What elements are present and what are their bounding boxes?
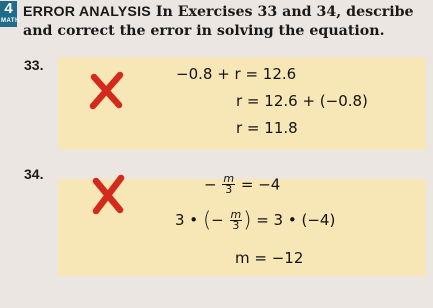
ex34-step1-denominator: 3 (222, 184, 235, 195)
ex34-step2-rhs: = 3 • (−4) (256, 211, 336, 229)
ex34-step-2: 3 • (− $\frac{m}{3}$ ) = 3 • (−4) (175, 207, 336, 232)
x-mark-icon (88, 173, 128, 215)
ex34-step1-fraction (222, 174, 235, 195)
ex33-step-3: r = 11.8 (236, 119, 298, 137)
badge-number: 4 (4, 0, 13, 17)
ex34-step2-prefix: 3 • (175, 211, 199, 229)
ex33-step-2: r = 12.6 + (−0.8) (236, 92, 368, 110)
exercise-heading (23, 3, 428, 41)
instruction-text: In Exercises 33 and 34, describe and correct the error in solving the equation. (23, 4, 414, 39)
ex34-step1-sign: − (204, 175, 217, 194)
ex34-step2-sign: − (211, 211, 224, 229)
exercise-33-number: 33. (24, 57, 44, 73)
standard-badge (0, 0, 20, 27)
ex33-step-1: −0.8 + r = 12.6 (176, 65, 297, 83)
ex34-step-3: m = −12 (235, 249, 304, 267)
x-mark-icon (86, 70, 126, 110)
ex34-step2-fraction (230, 207, 243, 232)
exercise-33-box (58, 57, 426, 150)
badge-tag: MATH (1, 18, 20, 24)
ex34-step2-denominator: 3 (230, 220, 243, 231)
ex34-step1-rhs: = −4 (240, 175, 281, 194)
ex34-step2-numerator: m (230, 207, 242, 221)
exercise-34-number: 34. (24, 166, 44, 182)
exercise-34-box (58, 172, 426, 276)
error-analysis-title: ERROR ANALYSIS (23, 4, 151, 20)
ex34-step1-numerator: m (223, 172, 235, 185)
ex34-step-1 (204, 174, 280, 195)
